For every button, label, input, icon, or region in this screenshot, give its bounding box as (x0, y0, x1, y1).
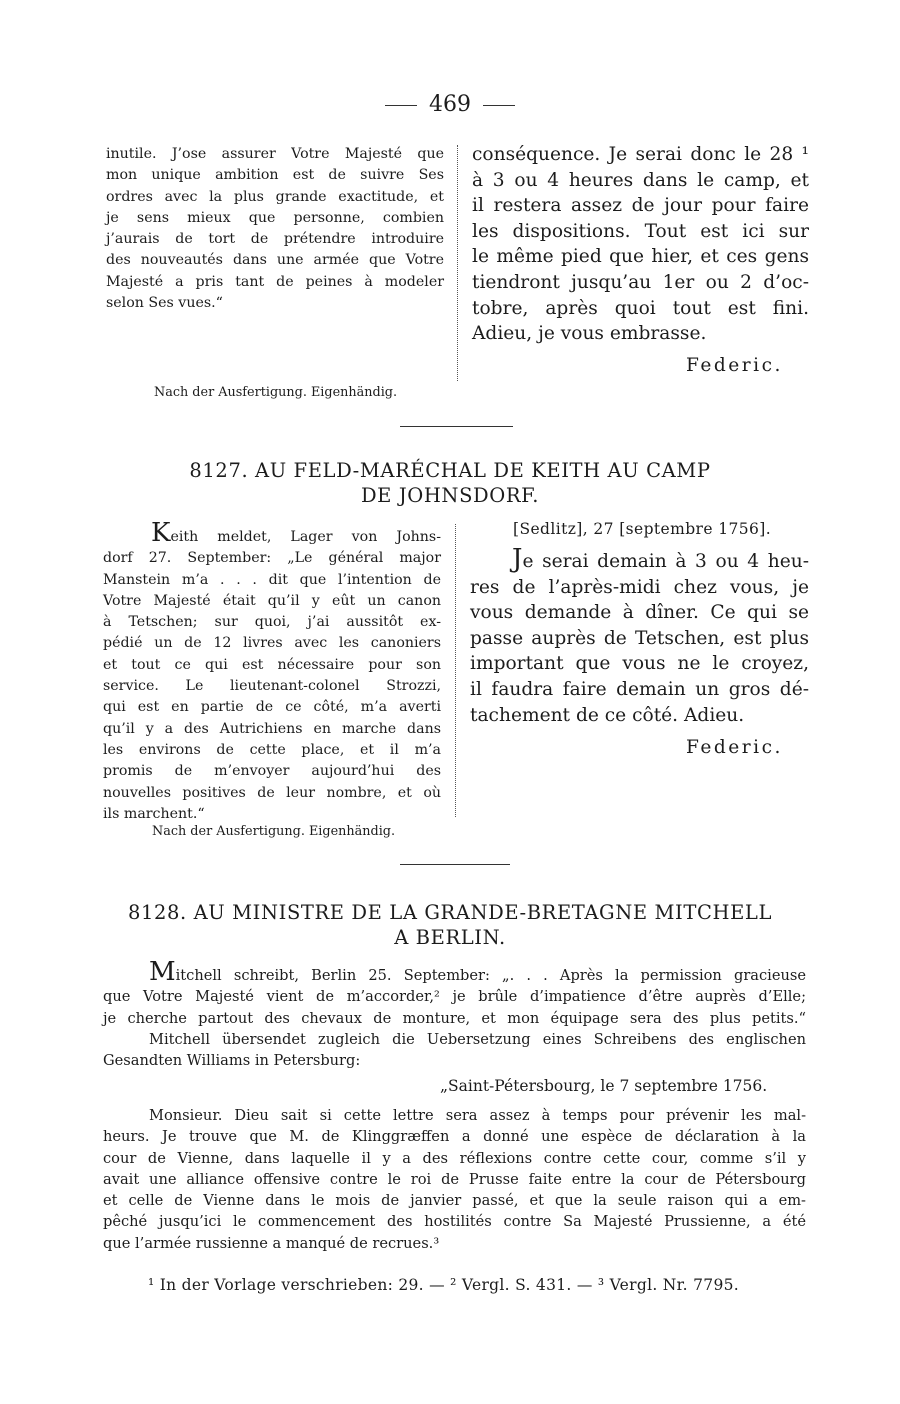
text-line: Adieu, je vous embrasse. (472, 323, 707, 345)
text-line: selon Ses vues.“ (106, 295, 223, 312)
text-line: nouvelles positives de leur nombre, et où (103, 784, 441, 801)
text-line: vous demande à dîner. Ce qui se (470, 602, 809, 624)
text-line: avait une alliance offensive contre le roi de Prusse faite entre la cour de Pétersbourg (103, 1170, 806, 1188)
page-number-dash-left (385, 105, 417, 106)
text-line: inutile. J’ose assurer Votre Majesté que (106, 146, 444, 162)
text-line: que Votre Majesté vient de m’accorder,² je brûle d’impatience d’être auprès d’Elle; (103, 988, 806, 1006)
text-line: qui est en partie de ce côté, m’a averti (103, 699, 441, 716)
text-line: cour de Vienne, dans laquelle il y a des réflexions contre cette cour, comme s’il y (103, 1149, 806, 1167)
text-line: ordres avec la plus grande exactitude, et (106, 188, 444, 205)
text-line: des nouveautés dans une armée que Votre (106, 252, 444, 269)
text-line: passe auprès de Tetschen, est plus (470, 627, 809, 649)
source-note: Nach der Ausfertigung. Eigenhändig. (152, 824, 396, 839)
section-separator (400, 426, 513, 427)
drop-cap: M (149, 957, 176, 987)
source-note: Nach der Ausfertigung. Eigenhändig. (154, 385, 398, 400)
text-line: je cherche partout des chevaux de monture, et mon équipage sera des plus petits.“ (103, 1009, 806, 1027)
page-number: 469 (0, 92, 900, 117)
signature: Federic. (686, 737, 783, 758)
text-line: à Tetschen; sur quoi, j’ai aussitôt ex- (103, 614, 441, 631)
text-line: mon unique ambition est de suivre Ses (106, 167, 444, 184)
text-line: le même pied que hier, et ces gens (472, 246, 809, 268)
text-line: dorf 27. September: „Le général major (103, 550, 441, 567)
signature: Federic. (686, 355, 783, 376)
column-divider (457, 145, 458, 381)
section-heading-8128: 8128. AU MINISTRE DE LA GRANDE-BRETAGNE MITCHELL A BERLIN. (127, 901, 773, 949)
text-line: pêché jusqu’ici le commencement des hostilités contre Sa Majesté Prussienne, a été (103, 1213, 806, 1231)
sec1-left-column (106, 144, 444, 314)
text-line: et tout ce qui est nécessaire pour son (103, 656, 441, 673)
text-line: à 3 ou 4 heures dans le camp, et (472, 169, 809, 191)
section-heading-8127: 8127. AU FELD-MARÉCHAL DE KEITH AU CAMP DE JOHNSDORF. (189, 459, 711, 507)
text-line: promis de m’envoyer aujourd’hui des (103, 763, 441, 780)
text-line: Keith meldet, Lager von Johns- (151, 518, 441, 548)
sec3-letter-body (103, 1105, 806, 1254)
page-number-dash-right (483, 105, 515, 106)
text-line: heurs. Je trouve que M. de Klinggræffen a donné une espèce de déclaration à la (103, 1128, 806, 1146)
text-line: qu’il y a des Autrichiens en marche dans (103, 720, 441, 737)
text-line: Manstein m’a . . . dit que l’intention de (103, 571, 441, 588)
text-line: il faudra faire demain un gros dé- (470, 678, 809, 700)
text-line: Mitchell schreibt, Berlin 25. September: „. . . Après la permission gracieuse (149, 957, 806, 987)
text-line: Gesandten Williams in Petersburg: (103, 1052, 361, 1070)
drop-cap: J (512, 544, 523, 574)
text-line: service. Le lieutenant-colonel Strozzi, (103, 678, 441, 695)
text-line: les dispositions. Tout est ici sur (472, 220, 809, 242)
sec3-body-top (103, 957, 806, 1071)
text-line: j’aurais de tort de prétendre introduire (106, 231, 444, 248)
text-line: conséquence. Je serai donc le 28 ¹ (472, 144, 809, 165)
sec2-right-column (470, 544, 809, 728)
sec1-right-column (472, 142, 809, 347)
drop-cap: K (151, 518, 171, 548)
text-line: il restera assez de jour pour faire (472, 195, 809, 217)
section-separator (400, 864, 510, 865)
sec2-left-column (103, 518, 441, 825)
text-line: tiendront jusqu’au 1er ou 2 d’oc- (472, 271, 809, 293)
column-divider (455, 524, 456, 817)
text-line: Mitchell übersendet zugleich die Uebersetzung eines Schreibens des englischen (149, 1030, 806, 1048)
text-line: important que vous ne le croyez, (470, 653, 809, 675)
text-line: Majesté a pris tant de peines à modeler (106, 273, 444, 290)
dateline: „Saint-Pétersbourg, le 7 septembre 1756. (440, 1077, 768, 1095)
dateline: [Sedlitz], 27 [septembre 1756]. (513, 520, 772, 538)
text-line: tobre, après quoi tout est fini. (472, 297, 809, 319)
text-line: Monsieur. Dieu sait si cette lettre sera assez à temps pour prévenir les mal- (149, 1107, 806, 1124)
text-line: Votre Majesté était qu’il y eût un canon (103, 592, 441, 609)
text-line: je sens mieux que personne, combien (106, 209, 444, 226)
text-line: pédié un de 12 livres avec les canoniers (103, 635, 441, 652)
text-line: tachement de ce côté. Adieu. (470, 704, 745, 726)
footnotes: ¹ In der Vorlage verschrieben: 29. — ² Vergl. S. 431. — ³ Vergl. Nr. 7795. (148, 1276, 739, 1294)
text-line: ils marchent.“ (103, 805, 205, 822)
text-line: res de l’après-midi chez vous, je (470, 576, 809, 598)
text-line: que l’armée russienne a manqué de recrues.³ (103, 1234, 440, 1252)
text-line: les environs de cette place, et il m’a (103, 741, 441, 758)
text-line: et celle de Vienne dans le mois de janvier passé, et que la seule raison qui a em- (103, 1192, 806, 1210)
text-line: Je serai demain à 3 ou 4 heu- (512, 544, 809, 574)
